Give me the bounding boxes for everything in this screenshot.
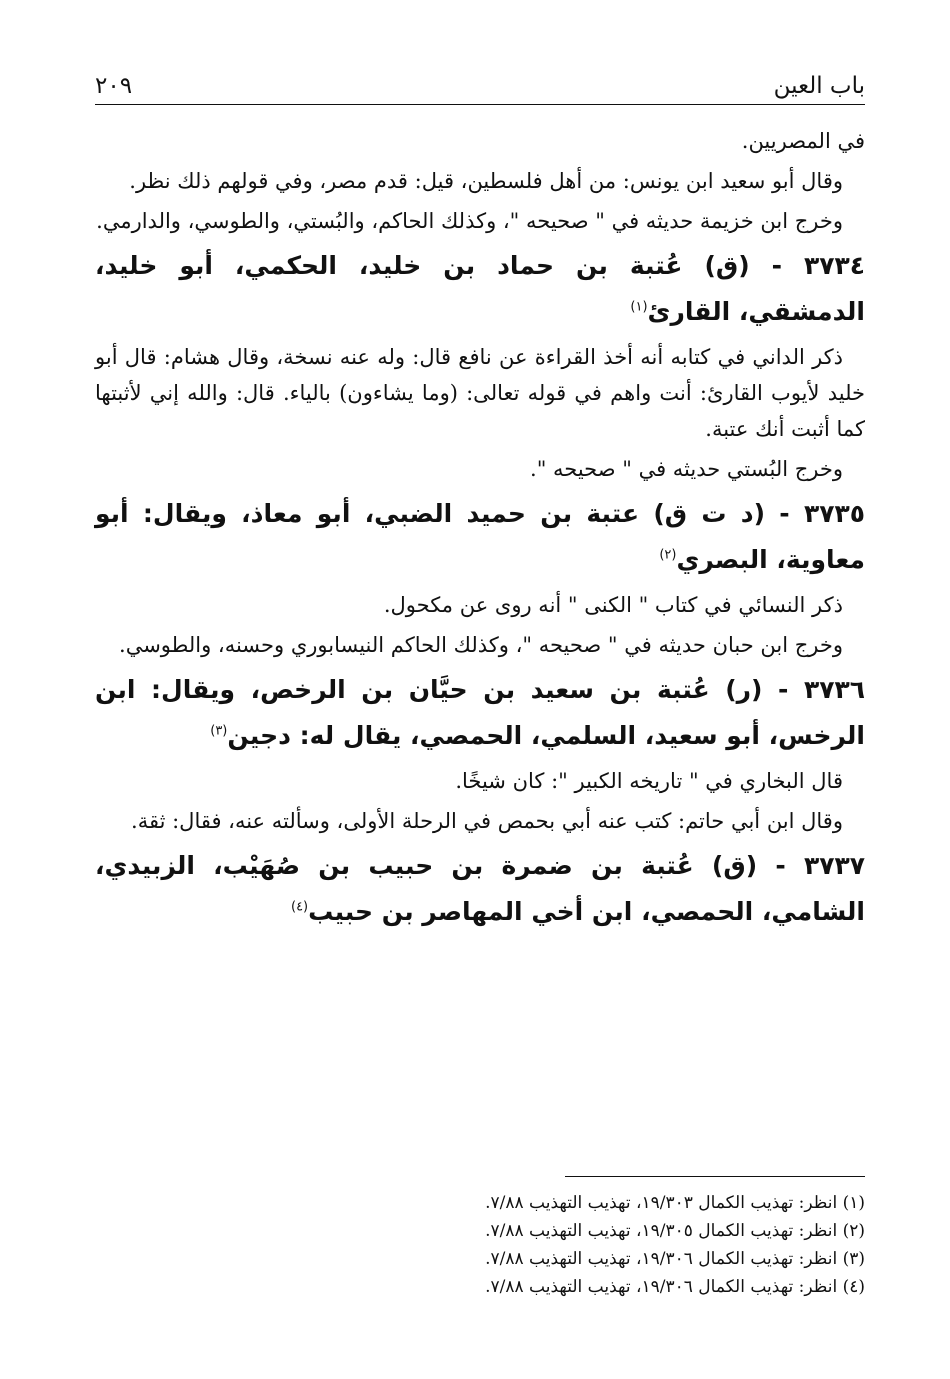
footnotes: [95, 1176, 865, 1301]
footnote-ref: (٣): [210, 723, 228, 739]
entry-heading-3735: [95, 491, 865, 583]
footnote-ref: (١): [630, 299, 648, 315]
paragraph: قال البخاري في " تاريخه الكبير ": كان شيخًا.: [455, 769, 843, 793]
footnote: (١) انظر: تهذيب الكمال ١٩/٣٠٣، تهذيب التهذيب ٧/٨٨.: [485, 1193, 865, 1213]
paragraph: وقال أبو سعيد ابن يونس: من أهل فلسطين، قيل: قدم مصر، وفي قولهم ذلك نظر.: [129, 169, 843, 193]
entry-heading-3737: [95, 843, 865, 935]
footnote-divider: [565, 1176, 865, 1177]
footnote: (٣) انظر: تهذيب الكمال ١٩/٣٠٦، تهذيب التهذيب ٧/٨٨.: [485, 1249, 865, 1269]
paragraph: في المصريين.: [741, 129, 865, 153]
entry-heading-3734: [95, 243, 865, 335]
running-header: [95, 60, 865, 105]
entry-title: ٣٧٣٧ - (ق) عُتبة بن ضمرة بن حبيب بن صُهَيْب، الزبيدي، الشامي، الحمصي، ابن أخي المهاصر بن حبيب: [95, 851, 865, 926]
entry-title: ٣٧٣٤ - (ق) عُتبة بن حماد بن خليد، الحكمي، أبو خليد، الدمشقي، القارئ: [95, 251, 865, 326]
paragraph: وخرج ابن خزيمة حديثه في " صحيحه "، وكذلك الحاكم، والبُستي، والطوسي، والدارمي.: [96, 209, 843, 233]
entry-title: ٣٧٣٥ - (د ت ق) عتبة بن حميد الضبي، أبو معاذ، ويقال: أبو معاوية، البصري: [95, 499, 865, 574]
footnote-ref: (٤): [290, 899, 309, 915]
entry-heading-3736: [95, 667, 865, 759]
footnote: (٤) انظر: تهذيب الكمال ١٩/٣٠٦، تهذيب التهذيب ٧/٨٨.: [485, 1277, 865, 1297]
footnote: (٢) انظر: تهذيب الكمال ١٩/٣٠٥، تهذيب التهذيب ٧/٨٨.: [485, 1221, 865, 1241]
paragraph: وقال ابن أبي حاتم: كتب عنه أبي بحمص في الرحلة الأولى، وسألته عنه، فقال: ثقة.: [131, 809, 843, 833]
footnote-ref: (٢): [659, 547, 677, 563]
chapter-title: باب العين: [773, 73, 865, 99]
paragraph: ذكر الداني في كتابه أنه أخذ القراءة عن نافع قال: وله عنه نسخة، وقال هشام: قال أبو خليد لأيوب القارئ: أنت واهم في قوله تعالى: (وما يشاءون) بالياء. قال: والله إني لأثبتها كما أثبت أنك عتبة.: [95, 345, 865, 441]
paragraph: ذكر النسائي في كتاب " الكنى " أنه روى عن مكحول.: [383, 593, 843, 617]
paragraph: وخرج ابن حبان حديثه في " صحيحه "، وكذلك الحاكم النيسابوري وحسنه، والطوسي.: [119, 633, 843, 657]
page: [95, 60, 865, 939]
page-number: ٢٠٩: [95, 73, 133, 99]
main-text: [95, 123, 865, 935]
entry-title: ٣٧٣٦ - (ر) عُتبة بن سعيد بن حيَّان بن الرخص، ويقال: ابن الرخس، أبو سعيد، السلمي، الحمصي، يقال له: دجين: [95, 675, 865, 750]
paragraph: وخرج البُستي حديثه في " صحيحه ".: [530, 457, 843, 481]
